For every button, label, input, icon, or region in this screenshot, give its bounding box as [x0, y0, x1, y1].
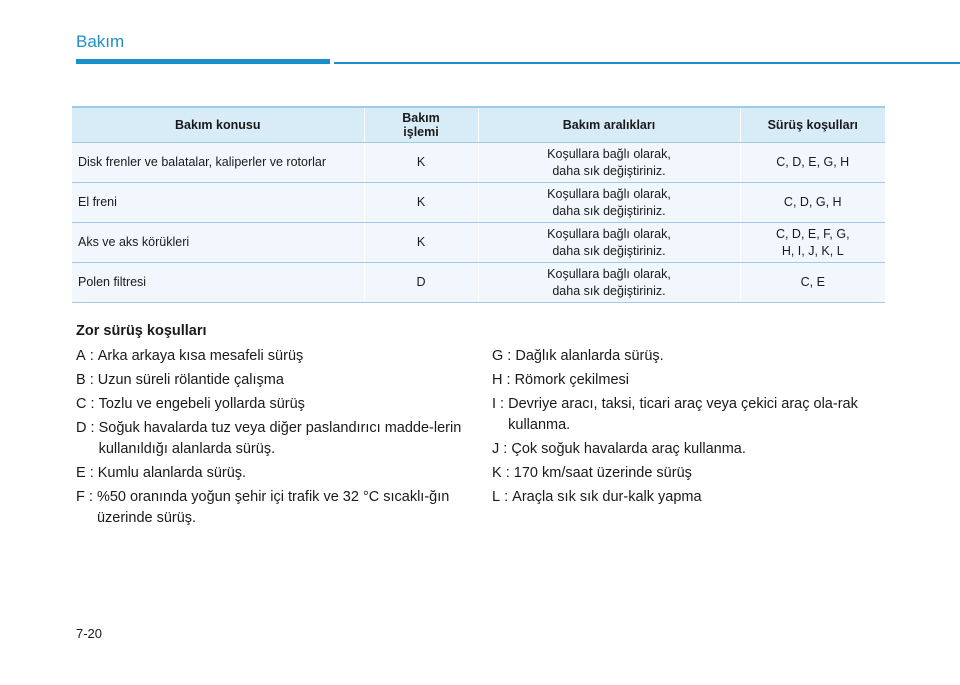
table-cell: C, D, E, F, G, H, I, J, K, L: [740, 223, 885, 263]
condition-code: H: [492, 372, 503, 388]
list-item: D : Soğuk havalarda tuz veya diğer paslandırıcı madde-lerin kullanıldığı alanlarda sürüş.: [76, 418, 471, 460]
table-cell: K: [364, 143, 478, 183]
table-cell: D: [364, 263, 478, 303]
table-row: [72, 143, 885, 183]
condition-text: 170 km/saat üzerinde sürüş: [513, 465, 692, 481]
table-row: [72, 223, 885, 263]
condition-text: Uzun süreli rölantide çalışma: [97, 372, 284, 388]
condition-text: Çok soğuk havalarda araç kullanma.: [511, 441, 746, 457]
table-row: [72, 183, 885, 223]
conditions-list-left: [76, 346, 471, 532]
condition-code: D: [76, 420, 87, 436]
condition-text: Arka arkaya kısa mesafeli sürüş: [97, 348, 304, 364]
table-cell: Disk frenler ve balatalar, kaliperler ve rotorlar: [72, 143, 364, 183]
condition-code: C: [76, 396, 87, 412]
maintenance-table: [72, 106, 885, 303]
list-item: E : Kumlu alanlarda sürüş.: [76, 463, 471, 484]
table-cell: C, D, E, G, H: [740, 143, 885, 183]
condition-code: E: [76, 465, 86, 481]
header-maintenance-interval: Bakım aralıkları: [478, 107, 740, 143]
table-header-row: [72, 107, 885, 143]
table-cell: C, E: [740, 263, 885, 303]
table-cell: K: [364, 223, 478, 263]
table-cell: Koşullara bağlı olarak, daha sık değiştiriniz.: [478, 263, 740, 303]
table-cell: El freni: [72, 183, 364, 223]
header-maintenance-item: Bakım konusu: [72, 107, 364, 143]
table-cell: C, D, G, H: [740, 183, 885, 223]
condition-code: J: [492, 441, 500, 457]
list-item: G : Dağlık alanlarda sürüş.: [492, 346, 892, 367]
condition-code: F: [76, 489, 85, 505]
condition-text: Tozlu ve engebeli yollarda sürüş: [98, 396, 305, 412]
condition-code: B: [76, 372, 86, 388]
header-rule-thin: [334, 62, 960, 64]
condition-code: L: [492, 489, 501, 505]
list-item: H : Römork çekilmesi: [492, 370, 892, 391]
list-item: K : 170 km/saat üzerinde sürüş: [492, 463, 892, 484]
table-cell: Koşullara bağlı olarak, daha sık değiştiriniz.: [478, 223, 740, 263]
list-item: L : Araçla sık sık dur-kalk yapma: [492, 487, 892, 508]
table-cell: Aks ve aks körükleri: [72, 223, 364, 263]
table-cell: Koşullara bağlı olarak, daha sık değiştiriniz.: [478, 143, 740, 183]
list-item: I : Devriye aracı, taksi, ticari araç veya çekici araç ola-rak kullanma.: [492, 394, 892, 436]
conditions-list-right: [492, 346, 892, 511]
list-item: C : Tozlu ve engebeli yollarda sürüş: [76, 394, 471, 415]
list-item: B : Uzun süreli rölantide çalışma: [76, 370, 471, 391]
list-item: J : Çok soğuk havalarda araç kullanma.: [492, 439, 892, 460]
condition-code: I: [492, 396, 497, 412]
list-item: F : %50 oranında yoğun şehir içi trafik ve 32 °C sıcaklı-ğın üzerinde sürüş.: [76, 487, 471, 529]
table-cell: Polen filtresi: [72, 263, 364, 303]
list-item: A : Arka arkaya kısa mesafeli sürüş: [76, 346, 471, 367]
condition-text: Araçla sık sık dur-kalk yapma: [512, 489, 702, 505]
severe-conditions-title: Zor sürüş koşulları: [76, 323, 207, 339]
condition-code: G: [492, 348, 504, 364]
condition-text: Kumlu alanlarda sürüş.: [97, 465, 247, 481]
section-header-title: Bakım: [76, 32, 125, 51]
condition-text: Soğuk havalarda tuz veya diğer paslandırıcı madde-lerin kullanıldığı alanlarda sürüş.: [98, 420, 462, 457]
condition-code: A: [76, 348, 86, 364]
condition-text: Dağlık alanlarda sürüş.: [515, 348, 664, 364]
condition-text: Römork çekilmesi: [514, 372, 629, 388]
table-cell: K: [364, 183, 478, 223]
header-driving-conditions: Sürüş koşulları: [740, 107, 885, 143]
condition-code: K: [492, 465, 502, 481]
header-maintenance-operation: Bakım işlemi: [364, 107, 478, 143]
condition-text: %50 oranında yoğun şehir içi trafik ve 32 °C sıcaklı-ğın üzerinde sürüş.: [96, 489, 450, 526]
table-cell: Koşullara bağlı olarak, daha sık değiştiriniz.: [478, 183, 740, 223]
table-row: [72, 263, 885, 303]
condition-text: Devriye aracı, taksi, ticari araç veya çekici araç ola-rak kullanma.: [508, 396, 858, 433]
page-number: 7-20: [76, 626, 103, 641]
header-rule-thick: [76, 59, 330, 64]
